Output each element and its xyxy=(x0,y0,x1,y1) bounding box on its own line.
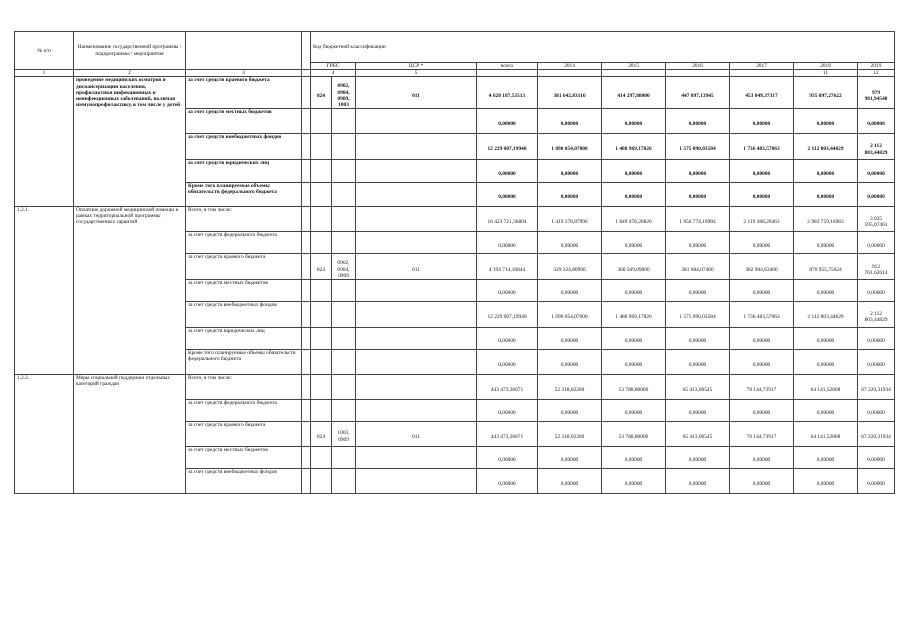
index-cell xyxy=(538,70,602,77)
value-cell: 2 112 803,44829 xyxy=(858,134,895,160)
value-cell: 0,00000 xyxy=(602,232,666,254)
value-cell: 0,00000 xyxy=(477,349,538,374)
value-cell: 935 097,27622 xyxy=(794,77,858,109)
value-cell: 2 112 803,44829 xyxy=(794,302,858,328)
value-cell: 381 642,83116 xyxy=(538,77,602,109)
funding-source: за счет средств юридических лиц xyxy=(186,159,302,182)
value-cell: 1 419 378,87996 xyxy=(538,206,602,232)
value-cell: 0,00000 xyxy=(858,446,895,468)
header-name: Наименование государственной программы / подпрограммы / мероприятия xyxy=(74,32,186,70)
value-cell: 0,00000 xyxy=(730,399,794,421)
index-cell: 5 xyxy=(356,70,477,77)
value-cell: 0,00000 xyxy=(602,109,666,134)
value-cell: 0,00000 xyxy=(538,327,602,349)
value-cell: 0,00000 xyxy=(477,182,538,206)
value-cell: 0,00000 xyxy=(794,232,858,254)
header-csr: ЦСР * xyxy=(356,63,477,70)
value-cell: 1 090 054,07000 xyxy=(538,302,602,328)
value-cell: 0,00000 xyxy=(794,280,858,302)
rz-cell xyxy=(332,446,356,468)
row-number: 1.2.2. xyxy=(15,374,74,493)
value-cell: 0,00000 xyxy=(666,327,730,349)
csr-cell xyxy=(356,468,477,493)
spacer-cell xyxy=(302,134,311,160)
row-number: 1.2.1. xyxy=(15,206,74,374)
value-cell: 1 956 774,10984 xyxy=(666,206,730,232)
rz-cell xyxy=(332,159,356,182)
grbs-cell xyxy=(311,182,332,206)
index-cell: 11 xyxy=(794,70,858,77)
value-cell: 4 194 714,16844 xyxy=(477,254,538,280)
csr-cell xyxy=(356,280,477,302)
value-cell: 0,00000 xyxy=(730,109,794,134)
value-cell: 53 788,80000 xyxy=(602,421,666,446)
index-cell: 4 xyxy=(311,70,356,77)
value-cell: 0,00000 xyxy=(602,399,666,421)
csr-cell xyxy=(356,232,477,254)
csr-cell xyxy=(356,446,477,468)
funding-source: за счет средств местных бюджетов xyxy=(186,109,302,134)
value-cell: 0,00000 xyxy=(858,327,895,349)
value-cell: 0,00000 xyxy=(794,399,858,421)
row-name: Оплатние дорожной медицинской помощи в рамках территориальной программы государственных гарантий xyxy=(74,206,186,374)
index-row xyxy=(15,70,895,77)
header-num: № п/п xyxy=(15,32,74,70)
value-cell: 0,00000 xyxy=(538,446,602,468)
value-cell: 1 849 478,26826 xyxy=(602,206,666,232)
value-cell: 0,00000 xyxy=(730,280,794,302)
value-cell: 0,00000 xyxy=(602,280,666,302)
funding-source: за счет средств внебюджетных фондов xyxy=(186,468,302,493)
value-cell: 0,00000 xyxy=(666,280,730,302)
value-cell: 1 488 969,17826 xyxy=(602,134,666,160)
value-cell: 414 297,88000 xyxy=(602,77,666,109)
header-row xyxy=(15,32,895,63)
spacer-cell xyxy=(302,374,311,399)
index-cell xyxy=(666,70,730,77)
value-cell: 0,00000 xyxy=(538,159,602,182)
value-cell: 0,00000 xyxy=(477,159,538,182)
value-cell: 0,00000 xyxy=(602,468,666,493)
value-cell: 0,00000 xyxy=(858,280,895,302)
grbs-cell xyxy=(311,446,332,468)
rz-cell xyxy=(332,280,356,302)
value-cell: 65 413,06545 xyxy=(666,374,730,399)
budget-table xyxy=(14,31,895,494)
grbs-cell xyxy=(311,349,332,374)
value-cell: 0,00000 xyxy=(538,232,602,254)
funding-source: за счет средств краевого бюджета xyxy=(186,421,302,446)
value-cell: 0,00000 xyxy=(858,399,895,421)
value-cell: 443 473,36671 xyxy=(477,421,538,446)
rz-cell: 0902, 0904, 0909 xyxy=(332,254,356,280)
value-cell: 0,00000 xyxy=(794,109,858,134)
spacer-cell xyxy=(302,109,311,134)
value-cell: 0,00000 xyxy=(538,468,602,493)
index-cell xyxy=(730,70,794,77)
funding-source: за счет средств юридических лиц xyxy=(186,327,302,349)
funding-source: Всего, в том числе: xyxy=(186,206,302,232)
value-cell: 0,00000 xyxy=(477,399,538,421)
spacer-cell xyxy=(302,182,311,206)
value-cell: 382 904,63400 xyxy=(730,254,794,280)
header-grbs: ГРБС xyxy=(311,63,356,70)
value-cell: 979 981,94548 xyxy=(858,77,895,109)
value-cell: 0,00000 xyxy=(666,446,730,468)
funding-source: за счет средств краевого бюджета xyxy=(186,77,302,109)
header-year: 2018 xyxy=(794,63,858,70)
header-year: 2019 xyxy=(858,63,895,70)
grbs-cell xyxy=(311,302,332,328)
value-cell: 12 229 007,19940 xyxy=(477,134,538,160)
value-cell: 16 423 721,36804 xyxy=(477,206,538,232)
spacer-cell xyxy=(302,77,311,109)
value-cell: 0,00000 xyxy=(730,468,794,493)
value-cell: 0,00000 xyxy=(730,327,794,349)
value-cell: 2 112 803,44829 xyxy=(794,134,858,160)
index-cell: 1 xyxy=(15,70,74,77)
value-cell: 0,00000 xyxy=(794,446,858,468)
grbs-cell: 824 xyxy=(311,421,332,446)
funding-source: за счет средств федерального бюджета xyxy=(186,399,302,421)
value-cell: 2 112 803,44829 xyxy=(858,302,895,328)
value-cell: 0,00000 xyxy=(858,349,895,374)
header-total: всего xyxy=(477,63,538,70)
rz-cell: 0902, 0904, 0909, 1003 xyxy=(332,77,356,109)
value-cell: 67 220,31934 xyxy=(858,374,895,399)
value-cell: 0,00000 xyxy=(794,468,858,493)
header-kbk: Код бюджетной классификации xyxy=(311,32,895,63)
value-cell: 0,00000 xyxy=(538,349,602,374)
value-cell: 0,00000 xyxy=(477,446,538,468)
grbs-cell xyxy=(311,374,332,399)
value-cell: 1 575 090,03584 xyxy=(666,302,730,328)
header-year: 2016 xyxy=(666,63,730,70)
csr-cell: 011 xyxy=(356,421,477,446)
table-row xyxy=(15,374,895,399)
csr-cell xyxy=(356,134,477,160)
rz-cell xyxy=(332,206,356,232)
value-cell: 0,00000 xyxy=(602,446,666,468)
funding-source: за счет средств федерального бюджета xyxy=(186,232,302,254)
value-cell: 0,00000 xyxy=(666,349,730,374)
funding-source: за счет средств краевого бюджета xyxy=(186,254,302,280)
value-cell: 0,00000 xyxy=(602,159,666,182)
value-cell: 0,00000 xyxy=(477,109,538,134)
value-cell: 0,00000 xyxy=(666,468,730,493)
value-cell: 3 025 595,07463 xyxy=(858,206,895,232)
value-cell: 0,00000 xyxy=(666,159,730,182)
value-cell: 2 119 388,20463 xyxy=(730,206,794,232)
spacer-cell xyxy=(302,327,311,349)
index-cell: 3 xyxy=(186,70,302,77)
grbs-cell xyxy=(311,159,332,182)
csr-cell: 011 xyxy=(356,77,477,109)
funding-source: за счет средств местных бюджетов xyxy=(186,280,302,302)
spacer-cell xyxy=(302,446,311,468)
value-cell: 381 684,07400 xyxy=(666,254,730,280)
csr-cell xyxy=(356,159,477,182)
csr-cell: 011 xyxy=(356,254,477,280)
rz-cell xyxy=(332,399,356,421)
value-cell: 453 049,37317 xyxy=(730,77,794,109)
value-cell: 0,00000 xyxy=(477,327,538,349)
index-cell: 12 xyxy=(858,70,895,77)
rz-cell xyxy=(332,302,356,328)
index-cell xyxy=(602,70,666,77)
value-cell: 0,00000 xyxy=(538,109,602,134)
value-cell: 0,00000 xyxy=(602,349,666,374)
value-cell: 67 220,31934 xyxy=(858,421,895,446)
csr-cell xyxy=(356,109,477,134)
value-cell: 0,00000 xyxy=(794,349,858,374)
table-row xyxy=(15,206,895,232)
spacer-cell xyxy=(302,206,311,232)
value-cell: 0,00000 xyxy=(858,159,895,182)
row-number xyxy=(15,77,74,206)
csr-cell xyxy=(356,327,477,349)
value-cell: 0,00000 xyxy=(666,182,730,206)
value-cell: 53 788,80000 xyxy=(602,374,666,399)
value-cell: 70 144,73917 xyxy=(730,421,794,446)
funding-source: за счет средств внебюджетных фондов xyxy=(186,302,302,328)
rz-cell xyxy=(332,374,356,399)
funding-source: за счет средств внебюджетных фондов xyxy=(186,134,302,160)
value-cell: 0,00000 xyxy=(730,349,794,374)
value-cell: 64 141,52608 xyxy=(794,421,858,446)
spacer-cell xyxy=(302,399,311,421)
spacer-cell xyxy=(302,159,311,182)
value-cell: 0,00000 xyxy=(858,468,895,493)
row-name: Меры социальной поддержки отдельных категорий граждан xyxy=(74,374,186,493)
grbs-cell xyxy=(311,468,332,493)
value-cell: 1 736 483,57063 xyxy=(730,134,794,160)
spacer-cell xyxy=(302,302,311,328)
grbs-cell xyxy=(311,280,332,302)
csr-cell xyxy=(356,206,477,232)
value-cell: 1 736 483,57063 xyxy=(730,302,794,328)
rz-cell xyxy=(332,182,356,206)
value-cell: 0,00000 xyxy=(858,232,895,254)
index-cell xyxy=(477,70,538,77)
value-cell: 870 955,75024 xyxy=(794,254,858,280)
value-cell: 0,00000 xyxy=(477,232,538,254)
value-cell: 1 488 969,17826 xyxy=(602,302,666,328)
value-cell: 2 983 759,16983 xyxy=(794,206,858,232)
value-cell: 0,00000 xyxy=(602,182,666,206)
value-cell: 0,00000 xyxy=(730,232,794,254)
grbs-cell xyxy=(311,206,332,232)
value-cell: 1 090 054,07000 xyxy=(538,134,602,160)
value-cell: 0,00000 xyxy=(538,182,602,206)
value-cell: 0,00000 xyxy=(477,468,538,493)
value-cell: 52 318,02200 xyxy=(538,421,602,446)
value-cell: 64 141,52608 xyxy=(794,374,858,399)
spacer-cell xyxy=(302,232,311,254)
csr-cell xyxy=(356,182,477,206)
value-cell: 0,00000 xyxy=(666,109,730,134)
grbs-cell: 824 xyxy=(311,254,332,280)
value-cell: 65 413,06545 xyxy=(666,421,730,446)
funding-source: Кроме того планируемые объемы обязательств федерального бюджета xyxy=(186,182,302,206)
csr-cell xyxy=(356,374,477,399)
value-cell: 4 628 187,53513 xyxy=(477,77,538,109)
value-cell: 0,00000 xyxy=(666,399,730,421)
value-cell: 0,00000 xyxy=(477,280,538,302)
csr-cell xyxy=(356,349,477,374)
value-cell: 0,00000 xyxy=(794,182,858,206)
funding-source: Всего, в том числе: xyxy=(186,374,302,399)
rz-cell xyxy=(332,327,356,349)
grbs-cell xyxy=(311,134,332,160)
funding-source: за счет средств местных бюджетов xyxy=(186,446,302,468)
rz-cell xyxy=(332,468,356,493)
grbs-cell xyxy=(311,232,332,254)
value-cell: 447 097,13945 xyxy=(666,77,730,109)
value-cell: 912 761,62614 xyxy=(858,254,895,280)
spacer-cell xyxy=(302,468,311,493)
spacer-cell xyxy=(302,349,311,374)
rz-cell xyxy=(332,134,356,160)
value-cell: 0,00000 xyxy=(730,182,794,206)
value-cell: 0,00000 xyxy=(602,327,666,349)
value-cell: 0,00000 xyxy=(666,232,730,254)
rz-cell xyxy=(332,349,356,374)
index-cell: 2 xyxy=(74,70,186,77)
header-year: 2014 xyxy=(538,63,602,70)
csr-cell xyxy=(356,399,477,421)
grbs-cell xyxy=(311,399,332,421)
value-cell: 0,00000 xyxy=(794,159,858,182)
spacer-cell xyxy=(302,280,311,302)
value-cell: 443 473,36671 xyxy=(477,374,538,399)
value-cell: 0,00000 xyxy=(730,159,794,182)
value-cell: 12 229 007,19940 xyxy=(477,302,538,328)
header-year: 2017 xyxy=(730,63,794,70)
value-cell: 0,00000 xyxy=(794,327,858,349)
value-cell: 0,00000 xyxy=(538,399,602,421)
funding-source: Кроме того планируемые объемы обязательств федерального бюджета xyxy=(186,349,302,374)
spacer-cell xyxy=(302,421,311,446)
value-cell: 360 509,09000 xyxy=(602,254,666,280)
header-year: 2015 xyxy=(602,63,666,70)
grbs-cell xyxy=(311,109,332,134)
grbs-cell: 824 xyxy=(311,77,332,109)
grbs-cell xyxy=(311,327,332,349)
value-cell: 52 318,02200 xyxy=(538,374,602,399)
csr-cell xyxy=(356,302,477,328)
table-row xyxy=(15,77,895,109)
value-cell: 1 575 090,03584 xyxy=(666,134,730,160)
spacer-cell xyxy=(302,254,311,280)
value-cell: 0,00000 xyxy=(858,182,895,206)
value-cell: 0,00000 xyxy=(730,446,794,468)
value-cell: 0,00000 xyxy=(538,280,602,302)
value-cell: 329 324,80996 xyxy=(538,254,602,280)
rz-cell xyxy=(332,232,356,254)
value-cell: 70 144,73917 xyxy=(730,374,794,399)
row-name: проведение медицинских осмотров и диспансеризации населения, профилактики инфекционных и неинфекционных заболеваний, включая иммунопрофилактику, в том числе у детей xyxy=(74,77,186,206)
value-cell: 0,00000 xyxy=(858,109,895,134)
header-source xyxy=(186,32,302,70)
rz-cell xyxy=(332,109,356,134)
rz-cell: 1003, 0909 xyxy=(332,421,356,446)
